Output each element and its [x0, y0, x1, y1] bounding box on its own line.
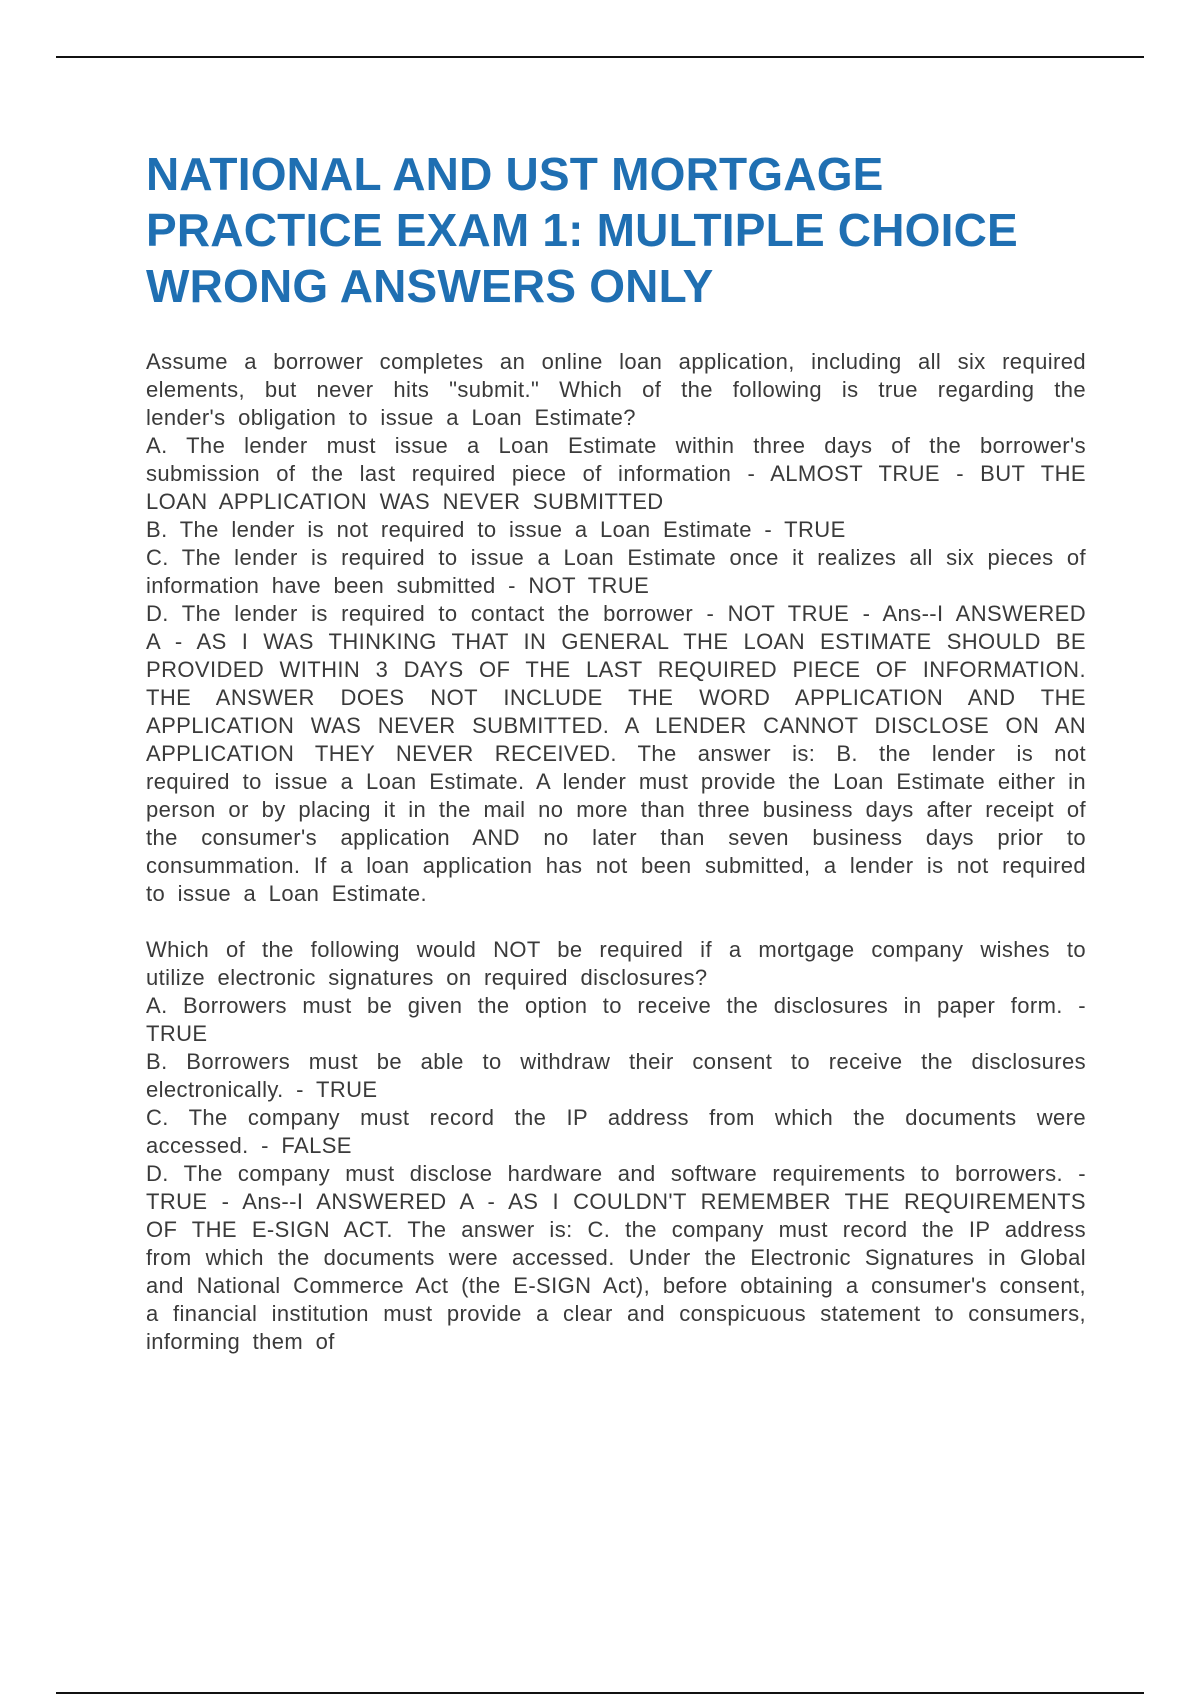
answer-option-c: C. The company must record the IP address from which the documents were accessed. - FALSE — [146, 1105, 1086, 1158]
top-rule — [56, 56, 1144, 58]
answer-option-d: D. The company must disclose hardware and software requirements to borrowers. - TRUE - Ans--I ANSWERED A - AS I COULDN'T REMEMBER THE REQUIREMENTS OF THE E-SIGN ACT. The answer is: C. the company must record the IP address from which the documents were accessed. Under the Electronic Signatures in Global and National Commerce Act (the E-SIGN Act), before obtaining a consumer's consent, a financial institution must provide a clear and conspicuous statement to consumers, informing them of — [146, 1161, 1086, 1354]
document-title: NATIONAL AND UST MORTGAGE PRACTICE EXAM 1: MULTIPLE CHOICE WRONG ANSWERS ONLY — [146, 148, 1018, 312]
document-body — [146, 146, 1086, 1384]
answer-option-b: B. The lender is not required to issue a Loan Estimate - TRUE — [146, 517, 846, 542]
question-text: Assume a borrower completes an online loan application, including all six required elements, but never hits "submit." Which of the following is true regarding the lender's obligation to issue a Loan Estimate? — [146, 349, 1086, 430]
bottom-rule — [56, 1692, 1144, 1694]
question-block-2 — [146, 936, 1086, 1356]
question-block-1 — [146, 348, 1086, 908]
question-text: Which of the following would NOT be required if a mortgage company wishes to utilize electronic signatures on required disclosures? — [146, 937, 1086, 990]
answer-option-b: B. Borrowers must be able to withdraw their consent to receive the disclosures electronically. - TRUE — [146, 1049, 1086, 1102]
answer-option-c: C. The lender is required to issue a Loan Estimate once it realizes all six pieces of information have been submitted - NOT TRUE — [146, 545, 1086, 598]
answer-option-d: D. The lender is required to contact the borrower - NOT TRUE - Ans--I ANSWERED A - AS I WAS THINKING THAT IN GENERAL THE LOAN ESTIMATE SHOULD BE PROVIDED WITHIN 3 DAYS OF THE LAST REQUIRED PIECE OF INFORMATION. THE ANSWER DOES NOT INCLUDE THE WORD APPLICATION AND THE APPLICATION WAS NEVER SUBMITTED. A LENDER CANNOT DISCLOSE ON AN APPLICATION THEY NEVER RECEIVED. The answer is: B. the lender is not required to issue a Loan Estimate. A lender must provide the Loan Estimate either in person or by placing it in the mail no more than three business days after receipt of the consumer's application AND no later than seven business days prior to consummation. If a loan application has not been submitted, a lender is not required to issue a Loan Estimate. — [146, 601, 1086, 906]
answer-option-a: A. Borrowers must be given the option to receive the disclosures in paper form. - TRUE — [146, 993, 1086, 1046]
answer-option-a: A. The lender must issue a Loan Estimate within three days of the borrower's submission of the last required piece of information - ALMOST TRUE - BUT THE LOAN APPLICATION WAS NEVER SUBMITTED — [146, 433, 1086, 514]
